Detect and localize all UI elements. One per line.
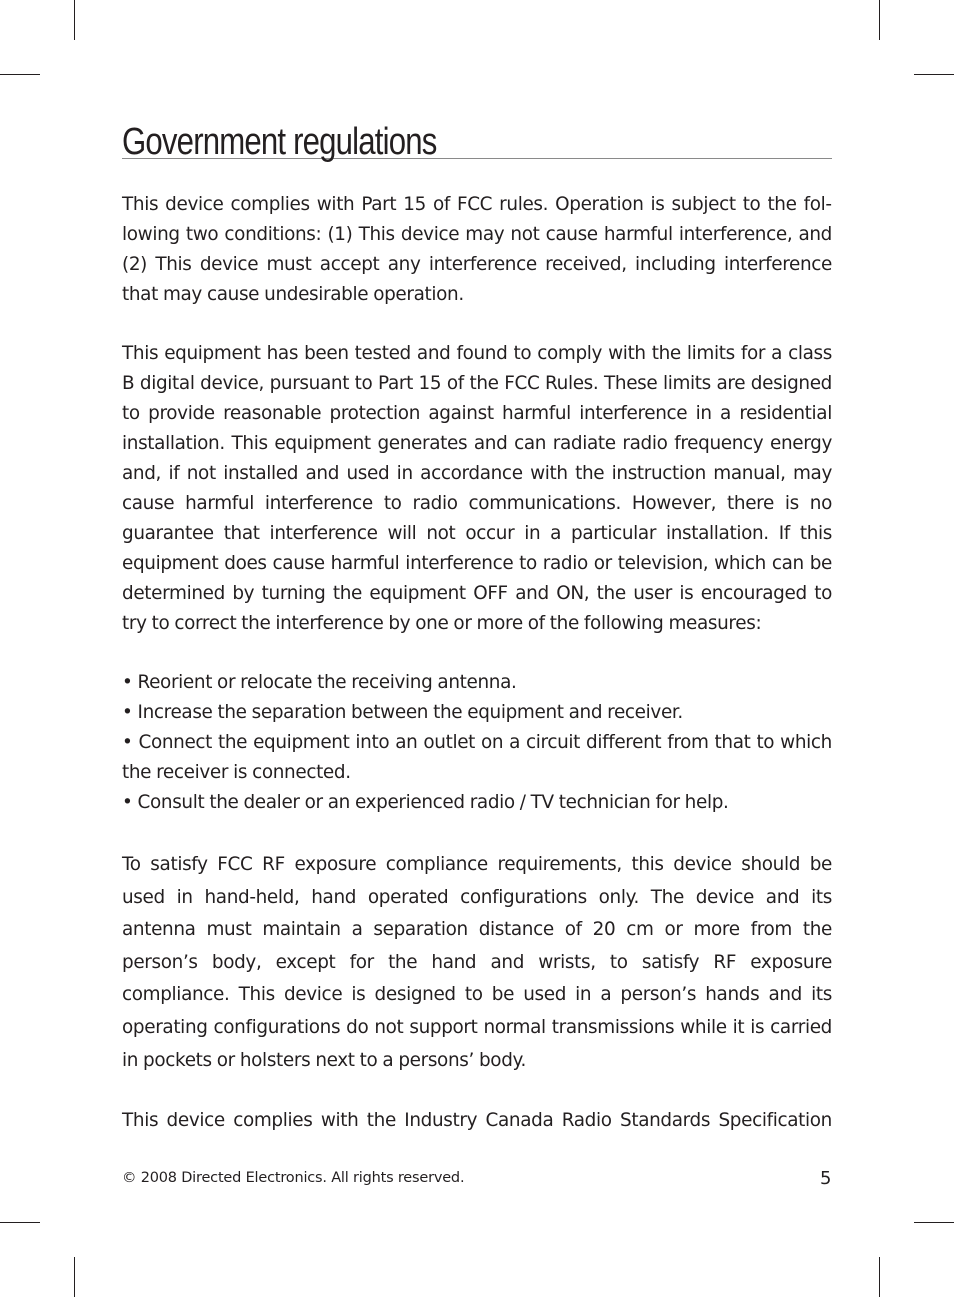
industry-canada-paragraph: This device complies with the Industry Canada Radio Standards Specification: [122, 1110, 832, 1132]
class-b-paragraph: This equipment has been tested and found to comply with the limits for a class B digital device, pursuant to Part 15 of the FCC Rules. These limits are designed to provide reasonable protection against harmful interference in a residential installation. This equipment generates and can radiate radio frequency energy and, if not installed and used in accordance with the instruction manual, may cause harmful interference to radio communications. However, there is no guarantee that interference will not occur in a particular installation. If this equipment does cause harmful interference to radio or television, which can be determined by turning the equipment OFF and ON, the user is encouraged to try to correct the interference by one or more of the following measures:: [122, 343, 832, 634]
body-text: [122, 190, 832, 1165]
crop-mark-bottom-right-h: [914, 1222, 954, 1223]
rf-exposure-paragraph: To satisfy FCC RF exposure compliance requirements, this device should be used in hand-held, hand operated configurations only. The device and its antenna must maintain a separation distance of 20 cm or more from the person’s body, except for the hand and wrists, to satisfy RF exposure compliance. This device is designed to be used in a person’s hands and its operating configurations do not support normal transmissions while it is carried in pockets or holsters next to a persons’ body.: [122, 854, 832, 1071]
list-item: • Reorient or relocate the receiving antenna.: [122, 672, 517, 693]
measures-list: [122, 668, 832, 818]
crop-mark-top-right-h: [914, 74, 954, 75]
page-title: Government regulations: [122, 121, 437, 163]
crop-mark-top-left-h: [0, 74, 40, 75]
crop-mark-bottom-left-h: [0, 1222, 40, 1223]
crop-mark-bottom-left: [74, 1257, 75, 1297]
list-item: • Increase the separation between the equipment and receiver.: [122, 702, 683, 723]
fcc-part15-paragraph: This device complies with Part 15 of FCC rules. Operation is subject to the following two conditions: (1) This device may not cause harmful interference, and (2) This device must accept any interference received, including interference that may cause undesirable operation.: [122, 194, 832, 305]
list-item: • Consult the dealer or an experienced radio / TV technician for help.: [122, 792, 729, 813]
page-number: 5: [820, 1168, 832, 1189]
crop-mark-top-left: [74, 0, 75, 40]
copyright-footer: © 2008 Directed Electronics. All rights reserved.: [122, 1170, 465, 1186]
crop-mark-bottom-right: [879, 1257, 880, 1297]
title-rule: [122, 118, 832, 163]
crop-mark-top-right: [879, 0, 880, 40]
list-item: • Connect the equipment into an outlet on a circuit different from that to which the receiver is connected.: [122, 732, 832, 783]
